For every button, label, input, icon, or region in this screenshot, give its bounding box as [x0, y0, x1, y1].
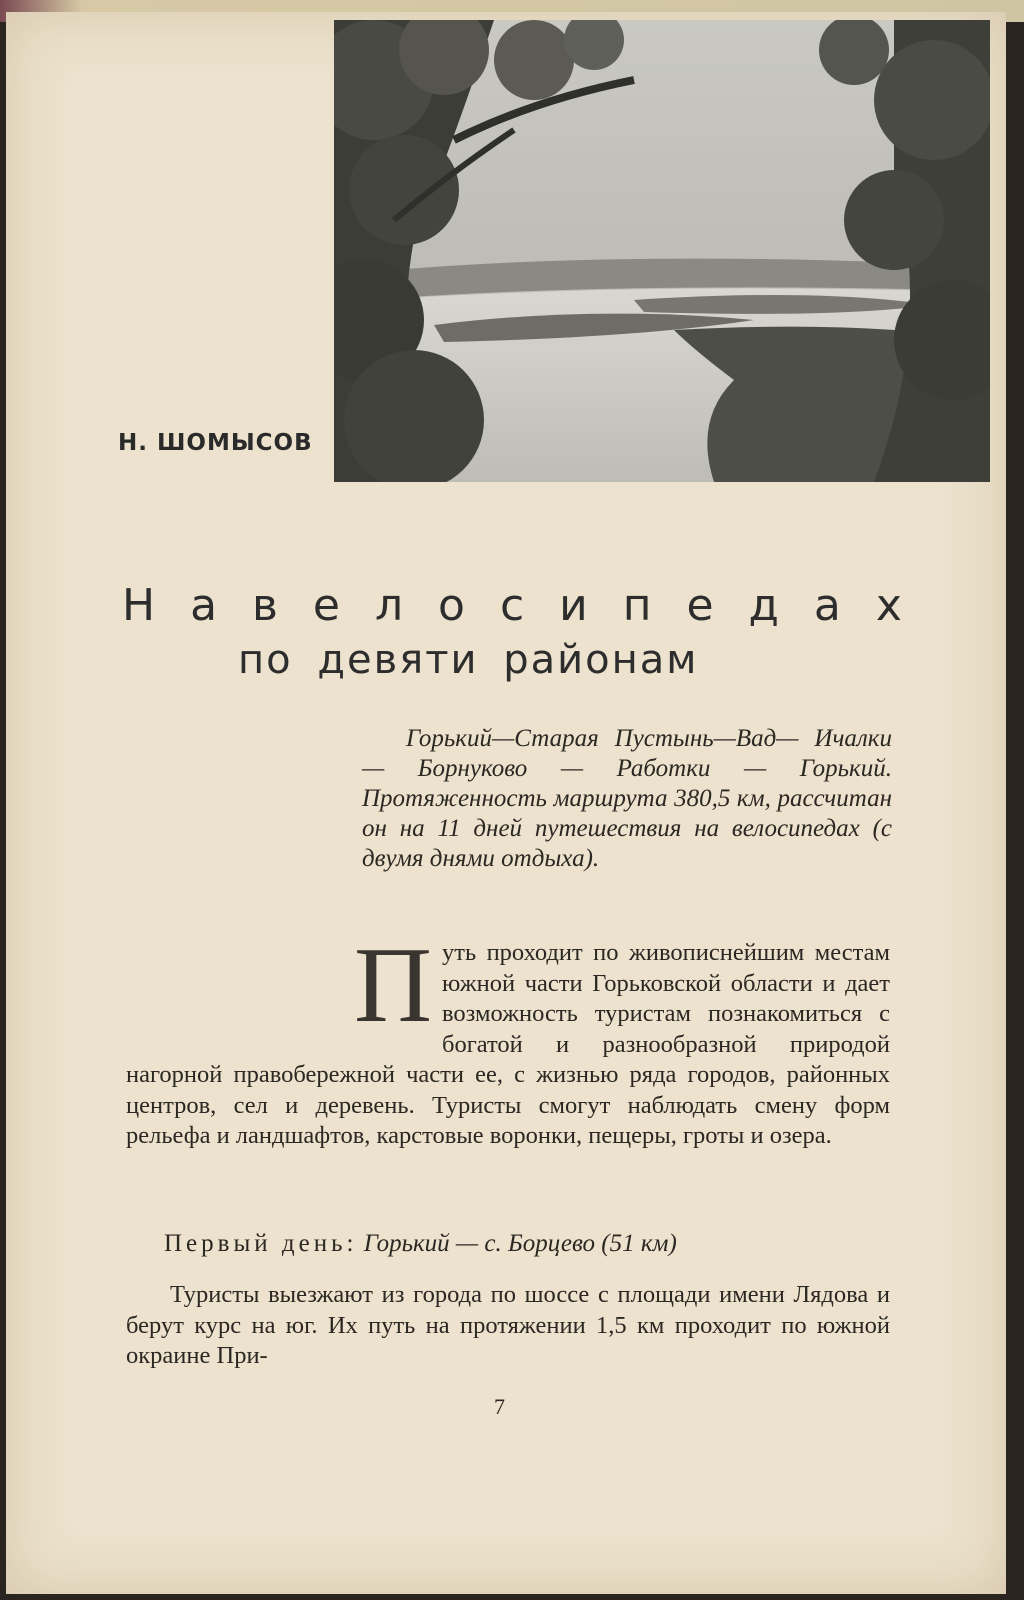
day-label: Первый день:	[164, 1230, 358, 1257]
landscape-photo	[334, 20, 990, 482]
title-letter: п	[622, 580, 652, 631]
route-description	[362, 724, 892, 874]
day-heading	[164, 1230, 677, 1258]
article-title-line-2: по девяти районам	[238, 637, 699, 683]
title-letter: а	[190, 580, 218, 631]
title-letter: е	[686, 580, 714, 631]
day-route: Горький — с. Борцево (51 км)	[363, 1230, 677, 1257]
title-letter: с	[499, 580, 525, 631]
river-landscape-image	[334, 20, 990, 482]
page-number: 7	[494, 1394, 505, 1419]
drop-cap: П	[354, 926, 432, 1045]
intro-text: уть проходит по живописнейшим местам южной части Горьковской области и дает возможность туристам познакомиться с богатой и разнообразной природой нагорной правобережной части ее, с жизнью ряда городов, районных центров, сел и деревень. Туристы смогут наблюдать смену форм рельефа и ландшафтов, карстовые воронки, пещеры, гроты и озера.	[126, 939, 890, 1149]
book-page	[6, 12, 1006, 1594]
title-letter: Н	[122, 580, 156, 631]
title-letter: д	[748, 580, 779, 631]
title-letter: е	[312, 580, 340, 631]
title-letter: в	[252, 580, 278, 631]
title-letter: а	[813, 580, 841, 631]
title-letter: и	[559, 580, 588, 631]
article-title-line-1	[122, 580, 902, 631]
title-letter: о	[438, 580, 465, 631]
route-description-text: Горький—Старая Пустынь—Вад— Ичалки — Борнуково — Работки — Горький. Протяженность маршрута 380,5 км, рассчитан он на 11 дней путешествия на велосипедах (с двумя днями отдыха).	[362, 725, 892, 872]
day-paragraph: Туристы выезжают из города по шоссе с площади имени Лядова и берут курс на юг. Их путь на протяжении 1,5 км проходит по южной окраине При-	[126, 1281, 890, 1369]
title-letter: х	[875, 580, 902, 631]
title-letter: л	[374, 580, 404, 631]
author-name: Н. ШОМЫСОВ	[118, 430, 313, 456]
intro-paragraph	[126, 926, 890, 1152]
